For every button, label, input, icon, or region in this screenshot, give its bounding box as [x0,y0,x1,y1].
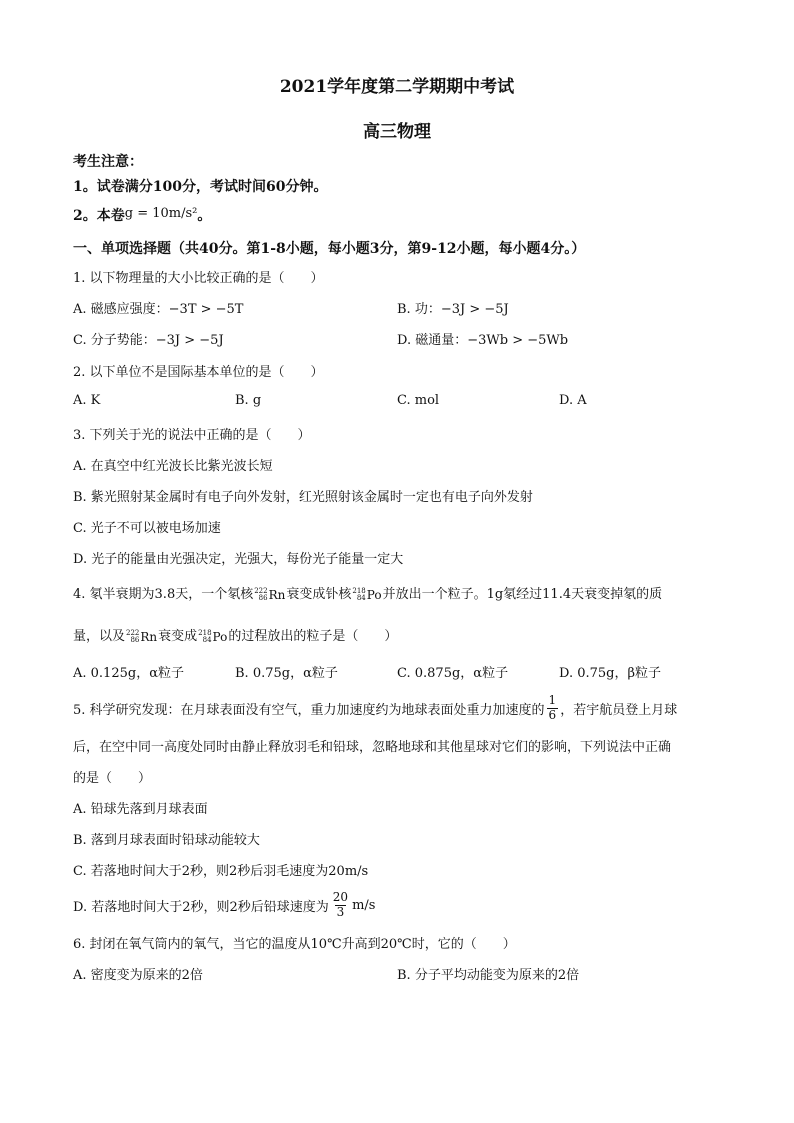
question-4-text-f: 的过程放出的粒子是（ ） [228,629,398,644]
question-5-text-a: 5. 科学研究发现：在月球表面没有空气，重力加速度约为地球表面处重力加速度的 [73,702,545,718]
question-6-stem: 6. 封闭在氧气筒内的氧气，当它的温度从10℃升高到20℃时，它的（ ） [73,937,516,952]
twenty-thirds-fraction [331,891,350,918]
note-item-2 [73,205,211,225]
polonium-symbol-2: Po [212,629,228,644]
question-1-stem: 1. 以下物理量的大小比较正确的是（ ） [73,271,324,286]
section-heading: 一、单项选择题（共40分。第1-8小题，每小题3分，第9-12小题，每小题4分。） [73,241,586,257]
question-4-option-a: A. 0.125g，α粒子 [73,666,184,681]
question-5-option-d [73,885,375,925]
question-1-option-d: D. 磁通量：−3Wb > −5Wb [397,333,569,348]
question-5-option-c: C. 若落地时间大于2秒，则2秒后羽毛速度为20m/s [73,864,369,879]
radon-nuclide [254,588,285,602]
polonium-mass-number: 218 [352,586,366,595]
question-5-text-b: ，若宇航员登上月球 [560,702,678,718]
note-item-1: 1。试卷满分100分，考试时间60分钟。 [73,179,328,195]
question-5-line-2: 后，在空中同一高度处同时由静止释放羽毛和铅球，忽略地球和其他星球对它们的影响，下列说法中正确 [73,740,672,755]
question-1-option-b: B. 功：−3J > −5J [397,302,509,317]
note-item-2-end: 。 [197,208,212,224]
polonium-nuclide-2 [198,630,227,644]
radon-symbol: Rn [268,587,286,602]
question-3-option-a: A. 在真空中红光波长比紫光波长短 [73,459,273,474]
radon-mass-number-2: 222 [126,628,140,637]
question-5-option-b: B. 落到月球表面时铅球动能较大 [73,833,260,848]
polonium-atomic-number: 84 [356,593,366,602]
question-4-line-2 [73,625,397,644]
question-1-option-c: C. 分子势能：−3J > −5J [73,333,224,348]
question-5-option-d-text: D. 若落地时间大于2秒，则2秒后铅球速度为 [73,899,329,915]
question-2-option-c: C. mol [397,393,440,408]
question-5-line-1 [73,690,677,726]
question-4-option-d: D. 0.75g，β粒子 [559,666,662,681]
polonium-mass-number-2: 218 [198,628,212,637]
radon-symbol-2: Rn [140,629,158,644]
question-4-option-b: B. 0.75g，α粒子 [235,666,338,681]
question-6-option-b: B. 分子平均动能变为原来的2倍 [397,968,580,983]
question-4-text-c: 并放出一个粒子。1g氡经过11.4天衰变掉氡的质 [382,587,663,602]
note-item-2-text: 2。本卷 [73,208,125,224]
question-6-option-a: A. 密度变为原来的2倍 [73,968,203,983]
notes-heading: 考生注意： [73,154,143,170]
polonium-nuclide [352,588,381,602]
question-5-option-a: A. 铅球先落到月球表面 [73,802,208,817]
question-4-text-d: 量，以及 [73,629,126,644]
radon-atomic-number-2: 86 [130,635,140,644]
question-4-text-b: 衰变成钋核 [286,587,352,602]
question-4-text-e: 衰变成 [158,629,198,644]
d-fraction-numerator: 20 [332,890,349,905]
question-3-stem: 3. 下列关于光的说法中正确的是（ ） [73,428,311,443]
question-3-option-c: C. 光子不可以被电场加速 [73,521,221,536]
question-2-option-d: D. A [559,393,587,408]
question-4-option-c: C. 0.875g，α粒子 [397,666,509,681]
fraction-denominator: 6 [548,707,557,722]
polonium-atomic-number-2: 84 [202,635,212,644]
velocity-unit: m/s [352,897,376,913]
question-4-line-1 [73,583,662,602]
radon-mass-number: 222 [254,586,268,595]
question-1-option-a: A. 磁感应强度：−3T > −5T [73,302,244,317]
exam-title: 2021学年度第二学期期中考试 [279,77,515,97]
polonium-symbol: Po [366,587,382,602]
question-4-text-a: 4. 氡半衰期为3.8天，一个氡核 [73,587,254,602]
radon-nuclide-2 [126,630,157,644]
question-2-option-a: A. K [73,393,101,408]
one-sixth-fraction [547,694,559,721]
question-5-line-3: 的是（ ） [73,771,152,786]
radon-atomic-number: 86 [258,593,268,602]
question-3-option-b: B. 紫光照射某金属时有电子向外发射，红光照射该金属时一定也有电子向外发射 [73,490,533,505]
question-2-option-b: B. g [235,393,262,408]
gravity-formula: g = 10m/s² [124,206,198,221]
question-2-stem: 2. 以下单位不是国际基本单位的是（ ） [73,365,324,380]
fraction-numerator: 1 [548,693,557,708]
d-fraction-denominator: 3 [336,904,345,919]
question-3-option-d: D. 光子的能量由光强决定，光强大，每份光子能量一定大 [73,552,404,567]
exam-subtitle: 高三物理 [363,122,431,142]
